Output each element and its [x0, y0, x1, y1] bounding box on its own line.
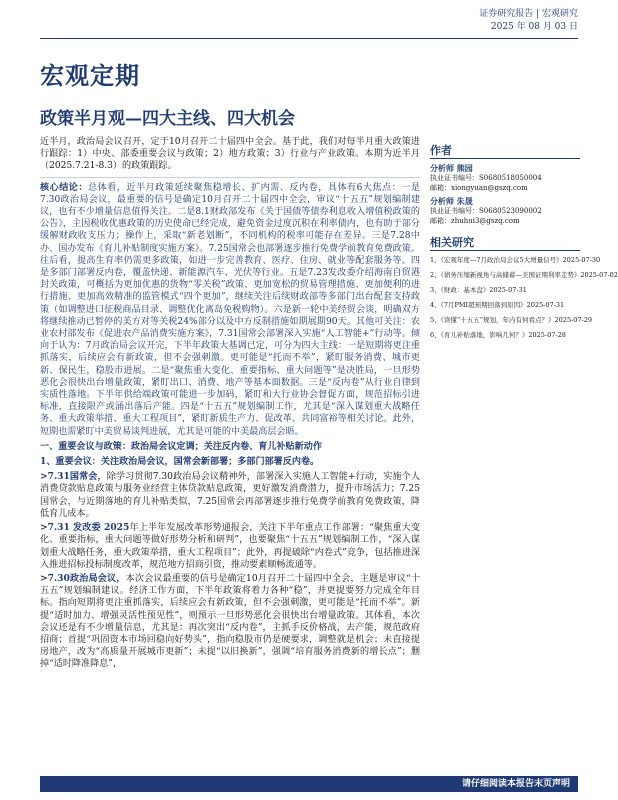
news-item-text: 除学习贯彻7.30政治局会议精神外，部署深入实施人工智能+行动，实施个人消费贷款贴息政策与服务业经营主体贷款贴息政策，更好激发消费潜力，提升市场活力；7.25国常会，与近期落地的育儿补贴类似，7.25国常会再部署逐步推行免费学前教育免费政策，降低育儿成本。 — [40, 472, 420, 519]
section-heading-1: 一、重要会议与政策：政治局会议定调；关注反内卷、育儿补贴新动作 — [40, 440, 322, 452]
report-title: 政策半月观—四大主线、四大机会 — [40, 109, 295, 129]
news-item-text: 年上半年发展改革形势通报会，关注下半年重点工作部署：“聚焦重大变化、重要指标，重大问题等做好形势分析和研判”，也要聚焦“十五五”规划编制工作，“深入谋划重大战略任务，重大政策举措，重大工程项目”；此外，再提破除“内卷式”竞争，包括推进深入推进招标投标制度改革，规范地方招商引资，推动要素顺畅流通等。 — [40, 523, 420, 570]
news-item — [40, 573, 420, 671]
analyst-2-name: 分析师 朱晟 — [430, 196, 473, 206]
related-research-link[interactable]: 2、《债务压缩新视角与高储蓄—美国证期利率走势》2025-07-02 — [430, 271, 618, 279]
intro-paragraph: 近半月，政治局会议召开，定于10月召开二十届四中全会。基于此，我们对每半月重大政策进行跟踪：1）中央、部委重要会议与政策；2）地方政策；3）行业与产业政策。本期为近半月（2025.7.21-8.3）的政策跟踪。 — [40, 136, 420, 178]
report-date: 2025 年 08 月 03 日 — [490, 22, 578, 32]
related-research-heading: 相关研究 — [430, 238, 580, 251]
news-item-date: >7.30政治局会议， — [40, 572, 126, 584]
report-header — [479, 8, 578, 34]
authors-heading: 作者 — [430, 146, 580, 159]
core-text: 总体看，近半月政策延续聚焦稳增长、扩内需、反内卷，具体有6大焦点：一是7.30政治局会议，最重要的信号是确定10月召开二十届四中全会，审议“十五五”规划编制建议，也有不少增量信息值得关注。二是8.1财政部发布《关于国债等债券利息收入增值税政策的公告》，主因税收优惠政策的历史使命已经完成，避免资金过度沉积在利率债内，也有助于部分缓解财政收支压力；操作上，采取“新老划断”，不同机构的税率可能存在差异。三是7.28中办、国办发布《育儿补贴制度实施方案》。7.25国常会也部署逐步推行免费学前教育免费政策。往后看，提高生育率仍需更多政策，如进一步完善教育、医疗、住房、就业等配套服务等。四是多部门部署反内卷，覆盖快递、新能源汽车、光伏等行业。五是7.23发改委介绍海南自贸港封关政策，可概括为更加优惠的货物“零关税”政策、更加宽松的贸易管理措施、更加便利的进行措施、更加高效精准的监管模式“四个更加”，继续关注后续财政部等多部门出台配套支持政策（如调整进口征税商品目录、调整优化离岛免税购物）。六是新一轮中美经贸会谈，明确双方将继续推动已暂停的美方对等关税24%部分以及中方反制措施如期展期90天。其他可关注：农业农村部发布《促进农产品消费实施方案》，7.31国常会部署深入实施“人工智能+”行动等。倾向于认为：7月政治局会议开完，下半年政策大基调已定，可分为四大主线：一是短期将更注重抓落实，后续应会有新政策，但不会强刺激。更可能是“托而不举”，紧盯服务消费、城市更新、保民生，稳股市进展。二是“聚焦重大变化、重要指标、重大问题等”是决胜局，一旦形势恶化会很快出台增量政策，紧盯出口、消费、地产等基本面数据。三是“反内卷”从行业自律到实质性落地。下半年供给端政策可能进一步加码，紧盯和大行业协会督促方面，规范招标引进标准，直接限产或涌出落后产能。四是“十五五”规划编制工作，尤其是“深入谋划重大战略任务、重大政策举措、重大工程项目”，紧盯新质生产力、促改革、共同富裕等相关讨论。此外，短期也需紧盯中美贸易谈判进展，尤其是可能的中美最高层会晤。 — [40, 182, 420, 437]
core-label: 核心结论： — [40, 181, 88, 193]
analyst-2-email: 邮箱：zhuhui3@gszq.com — [430, 217, 520, 225]
report-category: 宏观定期 — [40, 61, 140, 90]
related-research-list — [430, 255, 618, 340]
analyst-2-cert: 执业证书编号：S0680523090002 — [430, 207, 542, 215]
related-research-link[interactable]: 6、《育儿补贴落地，影响几何？》2025-07-28 — [430, 331, 566, 339]
sidebar — [430, 144, 618, 345]
news-item-date: >7.31 发改委 2025 — [40, 522, 130, 534]
core-conclusion — [40, 182, 420, 438]
header-divider — [40, 38, 578, 39]
news-item-text: 本次会议最重要的信号是确定10月召开二十届四中全会，主题是审议“十五五”规划编制建议。经济工作方面，下半年政策将着力各种“稳”，并更提要努力完成全年目标。指向短期将更注重抓落实，后续应会有新政策，但不会强刺激，更可能是“托而不举”。新提“适时加力、增强灵活性预见性”，则预示一旦形势恶化会很快出台增量政策。其体看，本次会议还是有不少增量信息，尤其是：再次突出“反内卷”，主抓手反价格战，去产能，规范政府招商；首提“巩固资本市场回稳向好势头”，指向稳股市仍是硬要求，调整就是机会；未直接提房地产，改为“高质量开展城市更新”；未提“以旧换新”，强调“培育服务消费新的增长点”；删掉“适时降准降息”， — [40, 573, 420, 670]
analyst-1-cert: 执业证书编号：S0680518050004 — [430, 174, 542, 182]
main-column — [40, 136, 420, 673]
news-item — [40, 471, 420, 520]
news-item-date: >7.31国常会， — [40, 471, 107, 483]
footer-disclaimer: 请仔细阅读本报告末页声明 — [40, 776, 578, 792]
related-research-link[interactable]: 3、《财政：基本盘》2025-07-31 — [430, 286, 527, 294]
related-research-link[interactable]: 4、《7月PMI超预期回落到原因》2025-07-31 — [430, 301, 565, 309]
news-item — [40, 522, 420, 571]
report-type: 证券研究报告 | 宏观研究 — [479, 9, 578, 19]
related-research-link[interactable]: 1、《宏观年度—7月政治局会议5大增量信号》2025-07-30 — [430, 256, 601, 264]
subsection-heading-1: 1、重要会议：关注政治局会议，国常会新部署；多部门部署反内卷。 — [40, 456, 320, 468]
analyst-1-name: 分析师 熊园 — [430, 163, 473, 173]
related-research-link[interactable]: 5、《读懂“十五五”规划，年内有何看点？》2025-07-29 — [430, 316, 593, 324]
analyst-1-email: 邮箱：xiongyuan@gszq.com — [430, 184, 528, 192]
